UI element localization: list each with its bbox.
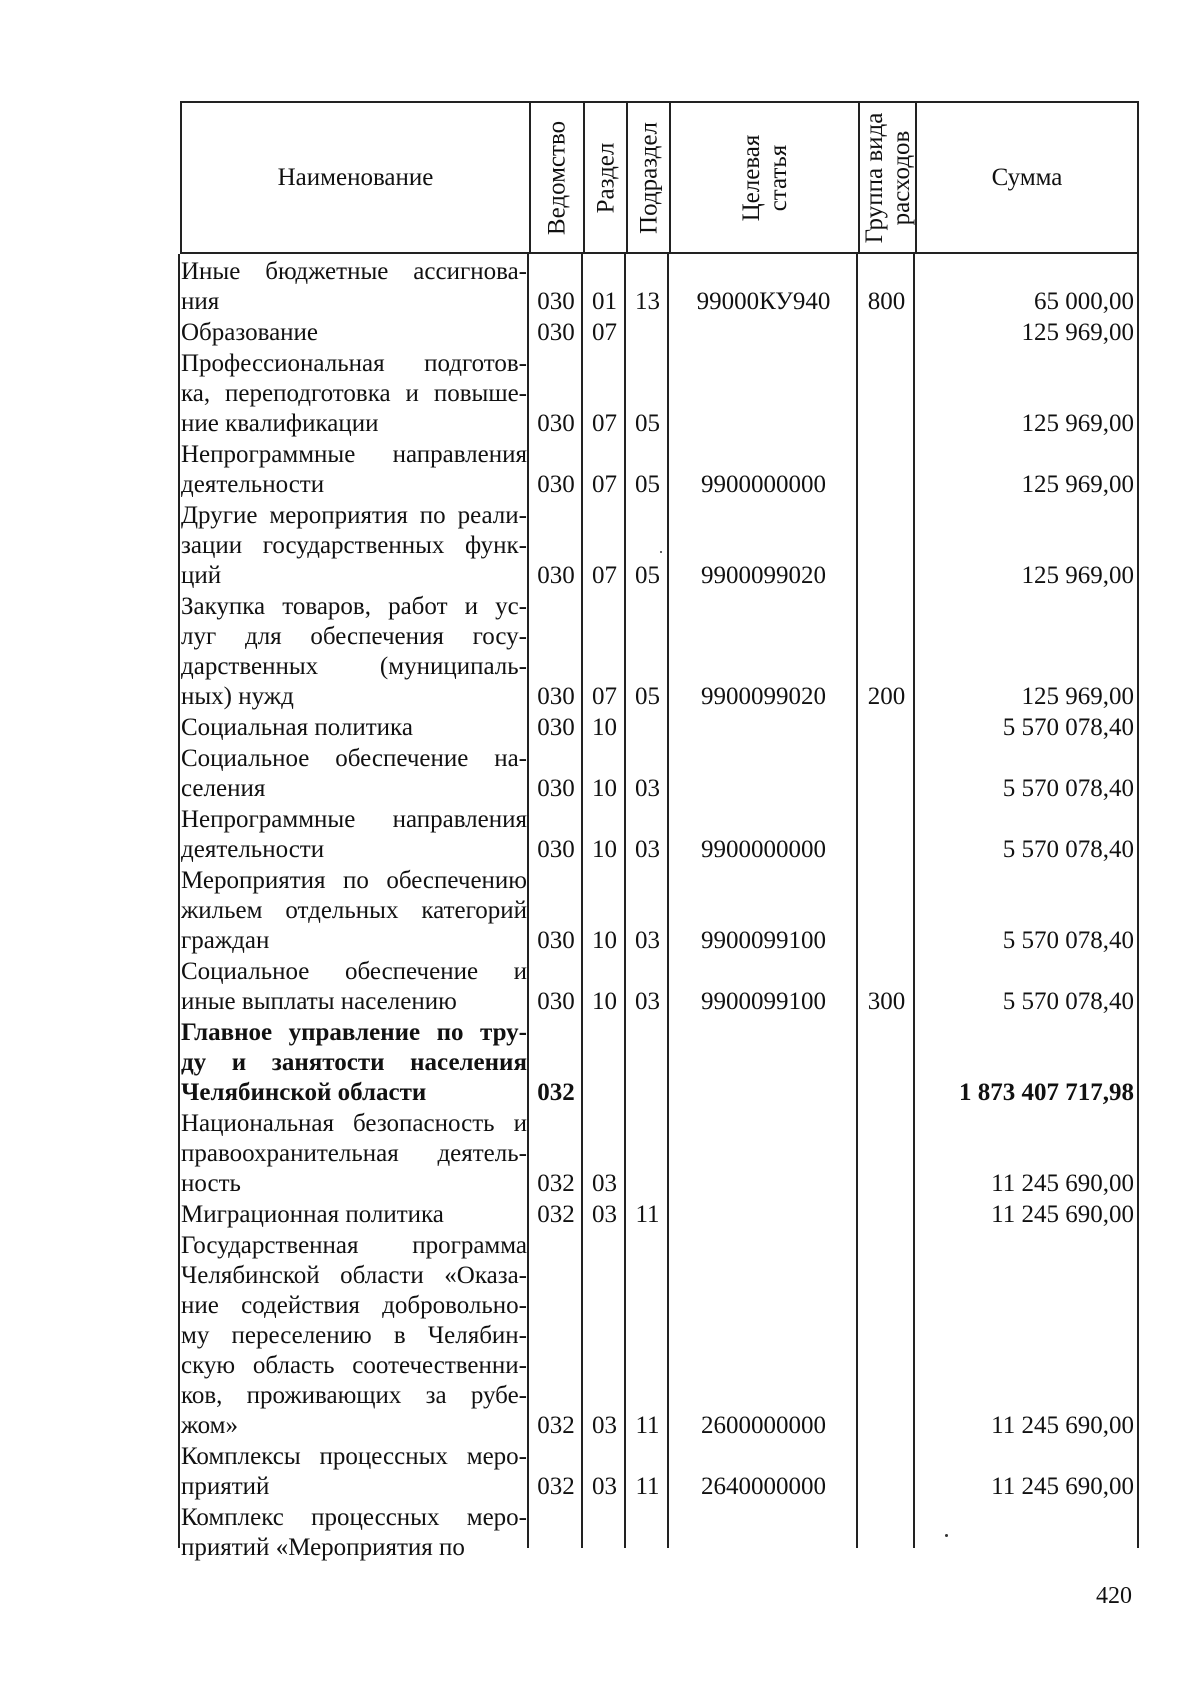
podrazdel-cell: 05 xyxy=(635,471,660,498)
row-name xyxy=(181,1109,527,1199)
summa-cell: 11 245 690,00 xyxy=(991,1473,1134,1500)
razdel-cell: 10 xyxy=(592,714,617,741)
row-name-line: ка, переподготовка и повыше- xyxy=(181,380,527,407)
podrazdel-cell: 03 xyxy=(635,988,660,1015)
podrazdel-cell: 05 xyxy=(635,410,660,437)
page-number: 420 xyxy=(1096,1583,1132,1609)
row-name xyxy=(181,1200,527,1230)
row-name-line: ние содействия добровольно- xyxy=(181,1292,527,1319)
vedomstvo-cell: 030 xyxy=(537,683,575,710)
row-name-line: ность xyxy=(181,1170,241,1197)
summa-cell: 125 969,00 xyxy=(1021,562,1134,589)
razdel-cell: 03 xyxy=(592,1201,617,1228)
podrazdel-cell: 03 xyxy=(635,927,660,954)
row-name-line: деятельности xyxy=(181,471,325,498)
podrazdel-cell: 03 xyxy=(635,775,660,802)
header-celevaya-cell xyxy=(669,101,858,254)
row-name-line: жильем отдельных категорий xyxy=(181,897,527,924)
row-name xyxy=(181,957,527,1017)
row-name-line: луг для обеспечения госу- xyxy=(181,623,527,650)
row-name-line: граждан xyxy=(181,927,270,954)
razdel-cell: 10 xyxy=(592,775,617,802)
table-row xyxy=(180,1442,1137,1502)
podrazdel-cell: 03 xyxy=(635,836,660,863)
row-name xyxy=(181,866,527,956)
row-name-line: Главное управление по тру- xyxy=(181,1019,527,1046)
header-celevaya-line2: статья xyxy=(764,144,792,211)
table-row xyxy=(180,349,1137,439)
row-name xyxy=(181,318,527,348)
table-row xyxy=(180,866,1137,956)
row-name-line: скую область соотечественни- xyxy=(181,1352,527,1379)
row-name-line: Национальная безопасность и xyxy=(181,1110,527,1137)
podrazdel-cell: 11 xyxy=(635,1201,660,1228)
celevaya-cell: 2640000000 xyxy=(701,1473,826,1500)
row-name-line: правоохранительная деятель- xyxy=(181,1140,527,1167)
row-name xyxy=(181,1503,527,1563)
table-row xyxy=(180,318,1137,348)
table-row xyxy=(180,257,1137,317)
razdel-cell: 01 xyxy=(592,288,617,315)
row-name-line: Образование xyxy=(181,319,319,346)
row-name-line: Комплексы процессных меро- xyxy=(181,1443,527,1470)
table-row xyxy=(180,1018,1137,1108)
header-gruppa-cell xyxy=(858,101,915,254)
row-name xyxy=(181,440,527,500)
celevaya-cell: 9900000000 xyxy=(701,471,826,498)
header-summa: Сумма xyxy=(991,164,1063,191)
row-name xyxy=(181,1442,527,1502)
vedomstvo-cell: 032 xyxy=(537,1412,575,1439)
table-row xyxy=(180,1503,1137,1563)
vedomstvo-cell: 030 xyxy=(537,988,575,1015)
gruppa-cell: 800 xyxy=(867,288,906,315)
razdel-cell: 07 xyxy=(592,683,617,710)
summa-cell: 125 969,00 xyxy=(1021,471,1134,498)
header-vedomstvo-cell xyxy=(529,101,583,254)
summa-cell: 11 245 690,00 xyxy=(991,1412,1134,1439)
header-podrazdel-cell xyxy=(626,101,669,254)
summa-cell: 125 969,00 xyxy=(1021,683,1134,710)
celevaya-cell: 9900099100 xyxy=(701,927,826,954)
row-name xyxy=(181,713,527,743)
celevaya-cell: 2600000000 xyxy=(701,1412,826,1439)
header-celevaya xyxy=(738,134,792,221)
header-name-cell xyxy=(180,101,529,254)
scan-speck xyxy=(660,551,662,553)
row-name-line: Непрограммные направления xyxy=(181,806,527,833)
row-name-line: ков, проживающих за рубе- xyxy=(181,1382,527,1409)
header-razdel: Раздел xyxy=(592,142,619,213)
table-row xyxy=(180,440,1137,500)
summa-cell: 65 000,00 xyxy=(1034,288,1134,315)
vedomstvo-cell: 030 xyxy=(537,775,575,802)
vedomstvo-cell: 032 xyxy=(537,1201,575,1228)
razdel-cell: 03 xyxy=(592,1170,617,1197)
row-name-line: Непрограммные направления xyxy=(181,441,527,468)
celevaya-cell: 99000КУ940 xyxy=(696,288,831,315)
summa-cell: 1 873 407 717,98 xyxy=(959,1079,1134,1106)
podrazdel-cell: 05 xyxy=(635,683,660,710)
summa-cell: 11 245 690,00 xyxy=(991,1201,1134,1228)
razdel-cell: 03 xyxy=(592,1412,617,1439)
row-name xyxy=(181,257,527,317)
row-name-line: деятельности xyxy=(181,836,325,863)
row-name xyxy=(181,1018,527,1108)
column-rule xyxy=(1137,254,1139,1548)
summa-cell: 5 570 078,40 xyxy=(1002,927,1134,954)
vedomstvo-cell: 030 xyxy=(537,319,575,346)
scan-speck xyxy=(945,1534,948,1537)
podrazdel-cell: 11 xyxy=(635,1473,660,1500)
row-name xyxy=(181,501,527,591)
summa-cell: 11 245 690,00 xyxy=(991,1170,1134,1197)
podrazdel-cell: 13 xyxy=(635,288,660,315)
row-name xyxy=(181,592,527,712)
row-name-line: селения xyxy=(181,775,266,802)
vedomstvo-cell: 030 xyxy=(537,562,575,589)
celevaya-cell: 9900099100 xyxy=(701,988,826,1015)
razdel-cell: 10 xyxy=(592,988,617,1015)
row-name-line: ду и занятости населения xyxy=(181,1049,527,1076)
razdel-cell: 10 xyxy=(592,927,617,954)
header-name: Наименование xyxy=(277,164,434,191)
table-row xyxy=(180,1231,1137,1441)
header-podrazdel: Подраздел xyxy=(635,121,662,234)
row-name-line: Социальная политика xyxy=(181,714,413,741)
razdel-cell: 07 xyxy=(592,319,617,346)
row-name-line: Другие мероприятия по реали- xyxy=(181,502,527,529)
summa-cell: 125 969,00 xyxy=(1021,410,1134,437)
row-name-line: Комплекс процессных меро- xyxy=(181,1504,527,1531)
row-name-line: Государственная программа xyxy=(181,1232,527,1259)
row-name-line: жом» xyxy=(181,1412,238,1439)
row-name xyxy=(181,805,527,865)
row-name xyxy=(181,1231,527,1441)
row-name xyxy=(181,349,527,439)
table-row xyxy=(180,592,1137,712)
row-name-line: иные выплаты населению xyxy=(181,988,457,1015)
header-gruppa xyxy=(861,112,915,243)
header-gruppa-line2: расходов xyxy=(887,130,915,225)
row-name-line: Миграционная политика xyxy=(181,1201,444,1228)
row-name-line: Иные бюджетные ассигнова- xyxy=(181,258,527,285)
vedomstvo-cell: 030 xyxy=(537,288,575,315)
row-name-line: Социальное обеспечение и xyxy=(181,958,527,985)
header-gruppa-line1: Группа вида xyxy=(860,112,888,243)
header-vedomstvo: Ведомство xyxy=(543,120,571,235)
vedomstvo-cell: 032 xyxy=(537,1079,575,1106)
razdel-cell: 07 xyxy=(592,471,617,498)
row-name-line: зации государственных функ- xyxy=(181,532,527,559)
row-name-line: Челябинской области «Оказа- xyxy=(181,1262,527,1289)
row-name-line: Закупка товаров, работ и ус- xyxy=(181,593,527,620)
vedomstvo-cell: 032 xyxy=(537,1473,575,1500)
razdel-cell: 03 xyxy=(592,1473,617,1500)
gruppa-cell: 300 xyxy=(867,988,906,1015)
celevaya-cell: 9900099020 xyxy=(701,683,826,710)
vedomstvo-cell: 030 xyxy=(537,471,575,498)
row-name-line: ций xyxy=(181,562,222,589)
razdel-cell: 07 xyxy=(592,410,617,437)
row-name-line: дарственных (муниципаль- xyxy=(181,653,527,680)
summa-cell: 125 969,00 xyxy=(1021,319,1134,346)
summa-cell: 5 570 078,40 xyxy=(1002,988,1134,1015)
vedomstvo-cell: 030 xyxy=(537,714,575,741)
row-name-line: Социальное обеспечение на- xyxy=(181,745,527,772)
row-name-line: приятий «Мероприятия по xyxy=(181,1534,465,1561)
table-row xyxy=(180,1200,1137,1230)
razdel-cell: 10 xyxy=(592,836,617,863)
celevaya-cell: 9900000000 xyxy=(701,836,826,863)
row-name-line: Челябинской области xyxy=(181,1079,427,1106)
summa-cell: 5 570 078,40 xyxy=(1002,714,1134,741)
table-row xyxy=(180,1109,1137,1199)
summa-cell: 5 570 078,40 xyxy=(1002,775,1134,802)
row-name-line: ние квалификации xyxy=(181,410,379,437)
vedomstvo-cell: 030 xyxy=(537,927,575,954)
row-name-line: ния xyxy=(181,288,220,315)
header-razdel-cell xyxy=(583,101,626,254)
podrazdel-cell: 05 xyxy=(635,562,660,589)
razdel-cell: 07 xyxy=(592,562,617,589)
summa-cell: 5 570 078,40 xyxy=(1002,836,1134,863)
podrazdel-cell: 11 xyxy=(635,1412,660,1439)
row-name-line: приятий xyxy=(181,1473,270,1500)
row-name-line: Профессиональная подготов- xyxy=(181,350,527,377)
celevaya-cell: 9900099020 xyxy=(701,562,826,589)
header-celevaya-line1: Целевая xyxy=(737,134,765,221)
vedomstvo-cell: 030 xyxy=(537,410,575,437)
gruppa-cell: 200 xyxy=(867,683,906,710)
table-row xyxy=(180,501,1137,591)
table-row xyxy=(180,957,1137,1017)
header-summa-cell xyxy=(915,101,1139,254)
row-name-line: му переселению в Челябин- xyxy=(181,1322,527,1349)
row-name-line: Мероприятия по обеспечению xyxy=(181,867,527,894)
table-row xyxy=(180,744,1137,804)
table-row xyxy=(180,805,1137,865)
table-row xyxy=(180,713,1137,743)
vedomstvo-cell: 030 xyxy=(537,836,575,863)
vedomstvo-cell: 032 xyxy=(537,1170,575,1197)
row-name-line: ных) нужд xyxy=(181,683,294,710)
row-name xyxy=(181,744,527,804)
